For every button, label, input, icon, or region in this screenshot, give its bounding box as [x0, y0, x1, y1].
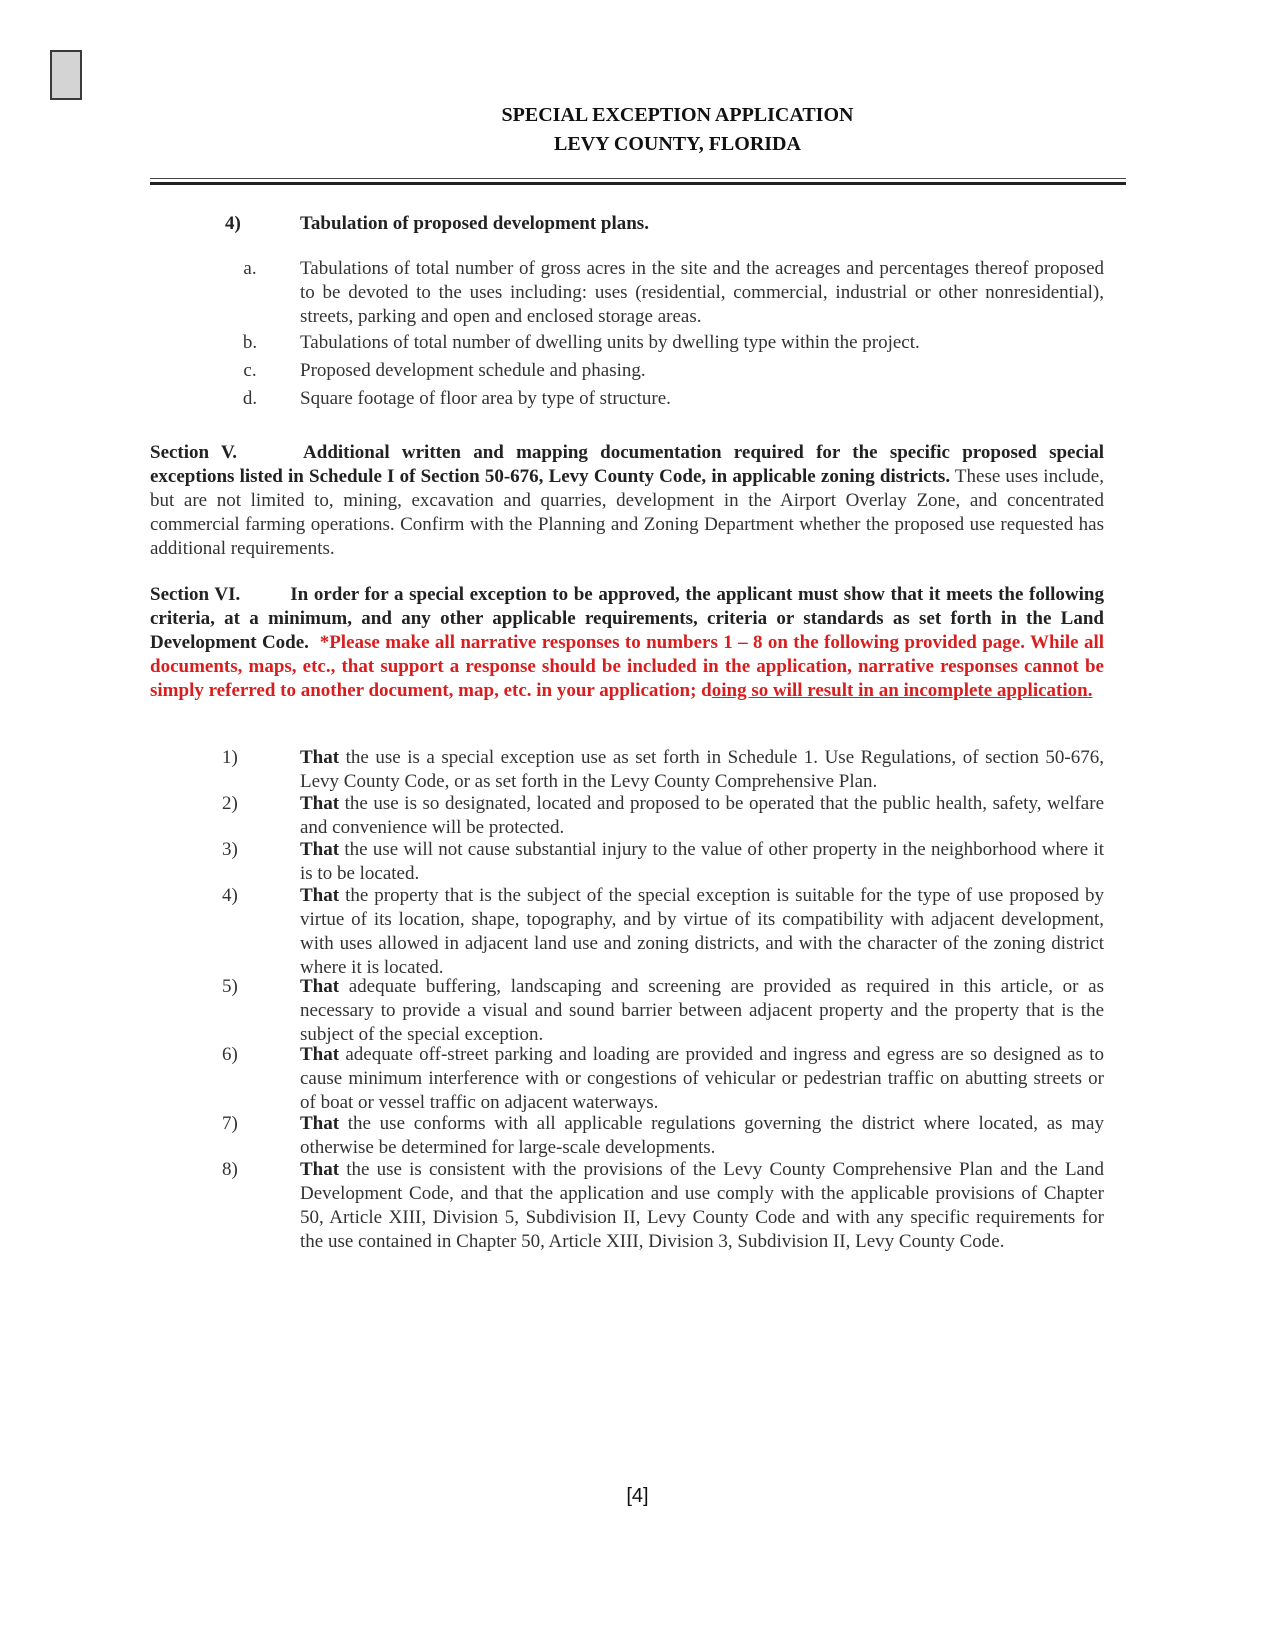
criteria-text: the property that is the subject of the special exception is suitable for the type of use proposed by virtue of its location, shape, topography, and by virtue of its compatibility with adjacent development, with uses allowed in adjacent land use and zoning districts, and with the character of the zoning district where it is located.: [300, 885, 1104, 978]
criteria-label: 3): [222, 839, 238, 860]
criteria-text: the use conforms with all applicable regulations governing the district where located, as may otherwise be determined for large-scale developments.: [300, 1113, 1104, 1158]
criteria-label: 7): [222, 1113, 238, 1134]
corner-checkbox: [50, 50, 82, 100]
section-v-bold-text: Additional written and mapping documentation required for the specific proposed special exceptions listed in Schedule I of Section 50-676, Levy County Code, in applicable zoning districts.: [150, 442, 1104, 487]
section-v-label: Section V.: [150, 442, 238, 463]
section-vi-red-notice: *Please make all narrative responses to numbers 1 – 8 on the following provided page. While all documents, maps, etc., that support a response should be included in the application, narrative responses cannot be simply referred to another document, map, etc. in your application; d: [150, 632, 1105, 701]
section-vi-bold-text: In order for a special exception to be approved, the applicant must show that it meets the following criteria, at a minimum, and any other applicable requirements, criteria or standards as set forth in the Land Development Code.: [150, 584, 1104, 653]
criteria-text: the use is so designated, located and proposed to be operated that the public health, safety, welfare and convenience will be protected.: [300, 793, 1104, 838]
header-rule-thick: [150, 182, 1126, 185]
list-item-text: Tabulations of total number of gross acres in the site and the acreages and percentages thereof proposed to be devoted to the uses including: uses (residential, commercial, industrial or other nonresidential), streets, parking and open and enclosed storage areas.: [300, 258, 1104, 327]
section-v-plain-text: These uses include, but are not limited to, mining, excavation and quarries, development in the Airport Overlay Zone, and concentrated commercial farming operations. Confirm with the Planning and Zoning Department whether the proposed use requested has additional requirements.: [150, 466, 1104, 559]
list-item-text: Square footage of floor area by type of structure.: [300, 388, 671, 409]
section4-title: Tabulation of proposed development plans.: [300, 213, 649, 234]
criteria-text: the use is a special exception use as set forth in Schedule 1. Use Regulations, of section 50-676, Levy County Code, or as set forth in the Levy County Comprehensive Plan.: [300, 747, 1104, 792]
criteria-label: 4): [222, 885, 238, 906]
list-item-label: d.: [242, 388, 258, 409]
list-item-label: c.: [243, 360, 257, 381]
criteria-text: the use is consistent with the provisions of the Levy County Comprehensive Plan and the Land Development Code, and that the application and use comply with the applicable provisions of Chapter 50, Article XIII, Division 5, Subdivision II, Levy County Code and with any specific requirements for the use contained in Chapter 50, Article XIII, Division 3, Subdivision II, Levy County Code.: [300, 1159, 1104, 1252]
list-item-text: Tabulations of total number of dwelling units by dwelling type within the project.: [300, 332, 920, 353]
header-rule-thin: [150, 178, 1126, 179]
criteria-text: the use will not cause substantial injury to the value of other property in the neighborhood where it is to be located.: [300, 839, 1104, 884]
criteria-lead: That: [300, 1113, 340, 1134]
criteria-lead: That: [300, 1044, 340, 1065]
list-item-text: Proposed development schedule and phasing.: [300, 360, 646, 381]
criteria-lead: That: [300, 885, 340, 906]
section-vi-red-underlined: oing so will result in an incomplete application.: [711, 680, 1093, 701]
criteria-label: 5): [222, 976, 238, 997]
section-v-paragraph: [150, 441, 1104, 561]
section-vi-label: Section VI.: [150, 584, 241, 605]
criteria-text: adequate buffering, landscaping and screening are provided as required in this article, or as necessary to provide a visual and sound barrier between adjacent property and the property that is the subject of the special exception.: [300, 976, 1104, 1045]
document-subtitle: LEVY COUNTY, FLORIDA: [554, 133, 801, 155]
criteria-label: 2): [222, 793, 238, 814]
criteria-lead: That: [300, 793, 340, 814]
document-title: SPECIAL EXCEPTION APPLICATION: [501, 104, 854, 126]
criteria-label: 6): [222, 1044, 238, 1065]
criteria-text: adequate off-street parking and loading are provided and ingress and egress are so designed as to cause minimum interference with or congestions of vehicular or pedestrian traffic on abutting streets or of boat or vessel traffic on adjacent waterways.: [300, 1044, 1104, 1113]
list-item-label: a.: [243, 258, 257, 279]
page-number: [4]: [626, 1485, 649, 1507]
criteria-label: 8): [222, 1159, 238, 1180]
section4-number: 4): [225, 213, 241, 234]
section-vi-paragraph: [150, 583, 1104, 703]
criteria-lead: That: [300, 976, 340, 997]
criteria-lead: That: [300, 747, 340, 768]
criteria-label: 1): [222, 747, 238, 768]
criteria-lead: That: [300, 839, 340, 860]
list-item-label: b.: [242, 332, 258, 353]
criteria-lead: That: [300, 1159, 340, 1180]
